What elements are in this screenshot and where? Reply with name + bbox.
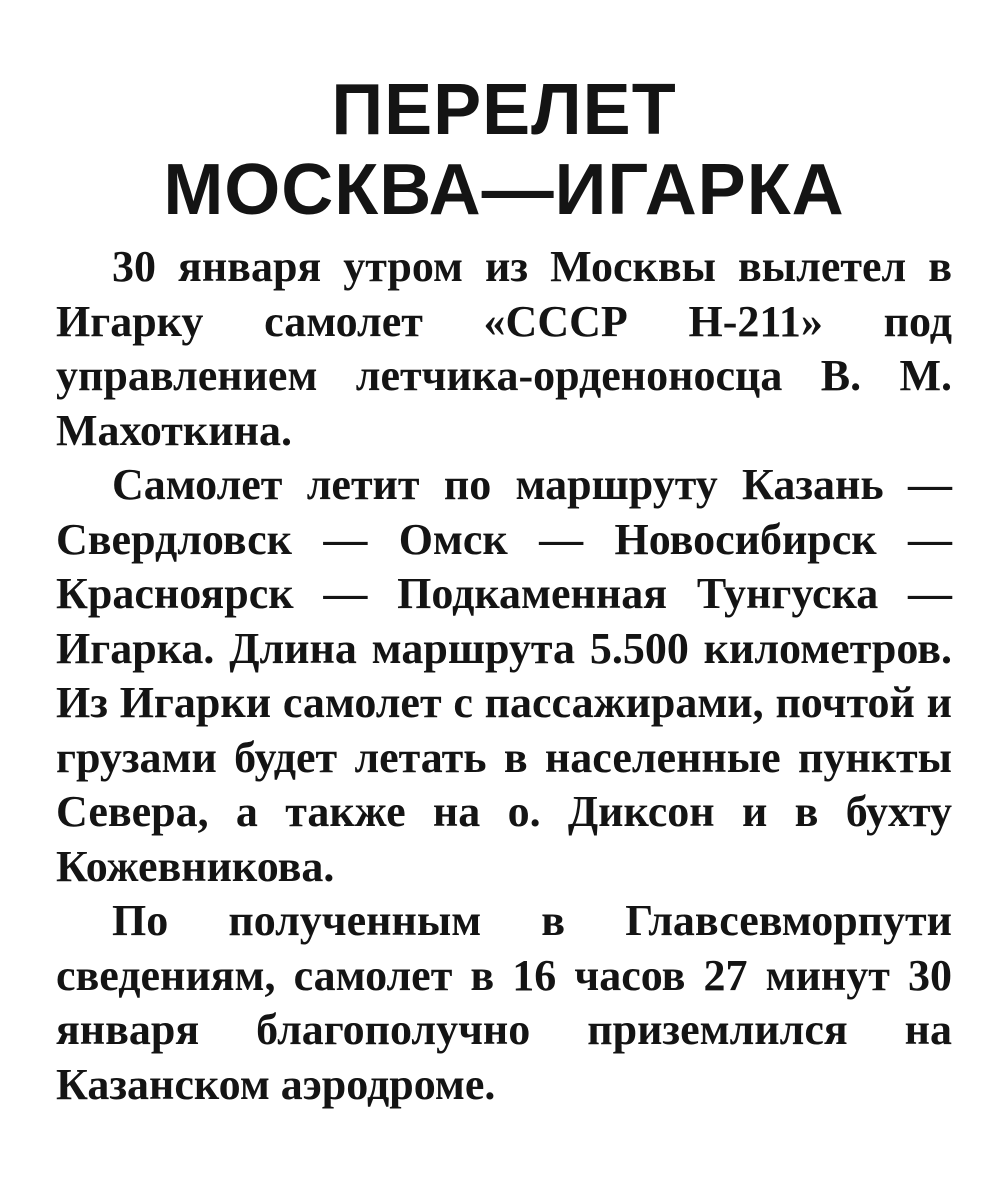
paragraph-3: По полученным в Главсевморпути сведениям, самолет в 16 часов 27 минут 30 января благополучно приземлился на Казанском аэродроме. xyxy=(56,896,952,1109)
paragraph-2: Самолет летит по маршруту Казань — Свердловск — Омск — Новосибирск — Красноярск — Подкаменная Тунгуска — Игарка. Длина маршрута 5.500 километров. Из Игарки самолет с пассажирами, почтой и грузами будет летать в населенные пункты Севера, а также на о. Диксон и в бухту Кожевникова. xyxy=(56,460,952,891)
paragraph-1: 30 января утром из Москвы вылетел в Игарку самолет «СССР Н-211» под управлением летчика-орденоносца В. М. Махоткина. xyxy=(56,242,952,455)
article-body xyxy=(56,240,952,1112)
headline-line-2: МОСКВА—ИГАРКА xyxy=(163,150,845,230)
article-headline xyxy=(56,70,952,230)
news-article xyxy=(56,70,952,1112)
headline-line-1: ПЕРЕЛЕТ xyxy=(331,70,677,150)
